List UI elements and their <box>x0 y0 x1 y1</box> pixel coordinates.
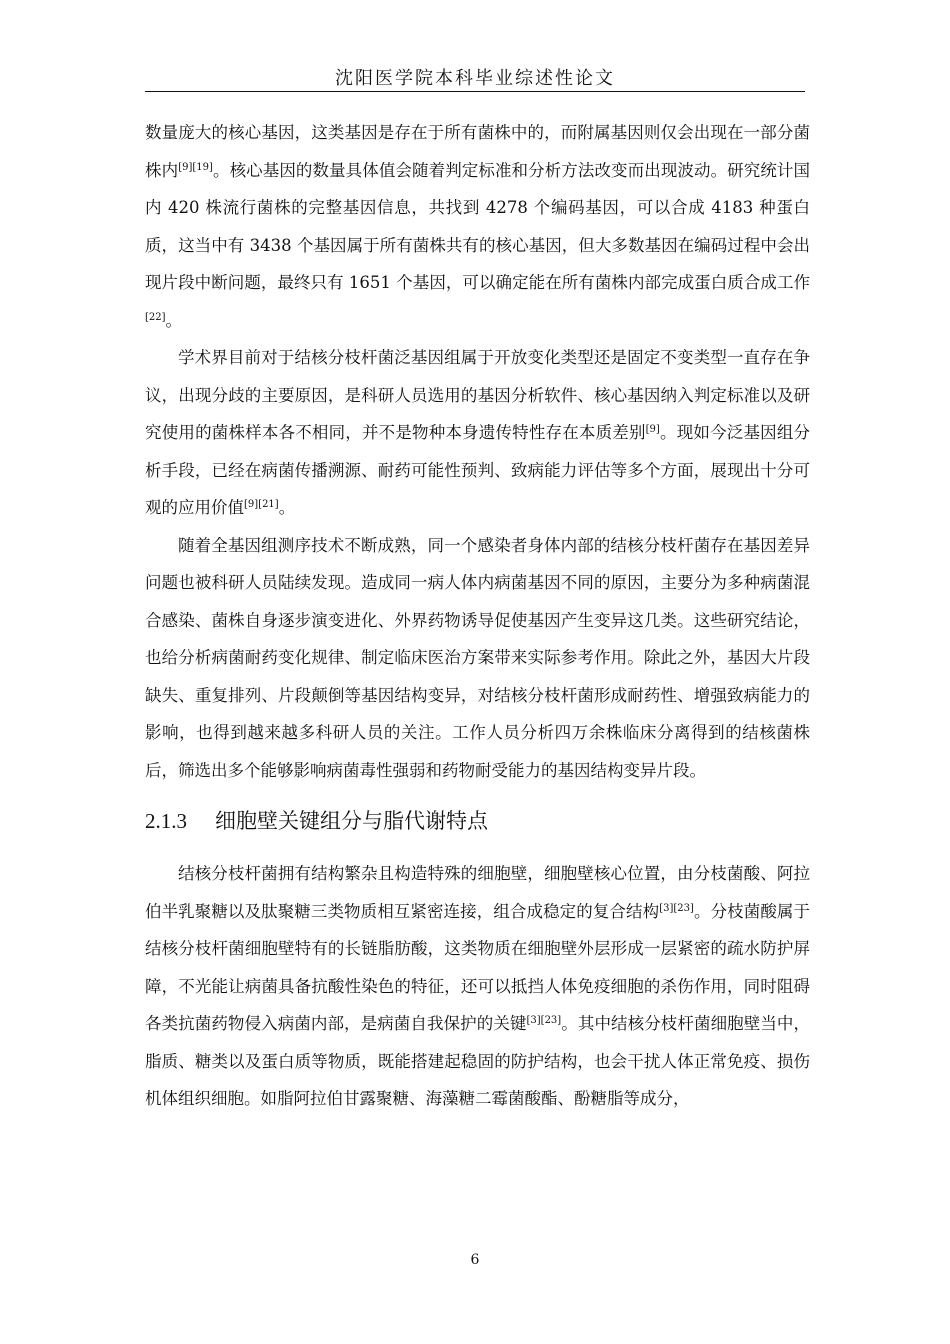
paragraph <box>145 339 810 527</box>
text-run: 。核心基因的数量具体值会随着判定标准和分析方法改变而出现波动。研究统计国内 420 株流行菌株的完整基因信息，共找到 4278 个编码基因，可以合成 4183 种蛋白质，这当中有 3438 个基因属于所有菌株共有的核心基因，但大多数基因在编码过程中会出现片段中断问题，最终只有 1651 个基因，可以确定能在所有菌株内部完成蛋白质合成工作 <box>145 160 811 292</box>
section-number: 2.1.3 <box>145 809 187 833</box>
citation: [3][23] <box>659 902 694 914</box>
paragraph <box>145 114 810 339</box>
text-run: 随着全基因组测序技术不断成熟，同一个感染者身体内部的结核分枝杆菌存在基因差异问题也被科研人员陆续发现。造成同一病人体内病菌基因不同的原因，主要分为多种病菌混合感染、菌株自身逐步演变进化、外界药物诱导促使基因产生变异这几类。这些研究结论，也给分析病菌耐药变化规律、制定临床医治方案带来实际参考作用。除此之外，基因大片段缺失、重复排列、片段颠倒等基因结构变异，对结核分枝杆菌形成耐药性、增强致病能力的影响，也得到越来越多科研人员的关注。工作人员分析四万余株临床分离得到的结核菌株后，筛选出多个能够影响病菌毒性强弱和药物耐受能力的基因结构变异片段。 <box>145 535 810 780</box>
section-title: 细胞壁关键组分与脂代谢特点 <box>215 809 488 833</box>
citation: [9][19] <box>178 161 213 173</box>
page-number: 6 <box>470 1252 480 1268</box>
citation: [3][23] <box>526 1015 562 1026</box>
text-run: 数量庞大的核心基因，这类基因是存在于所有菌株中的，而附属基因则仅会出现在一部分菌株内 <box>145 123 810 180</box>
citation: [9] <box>645 424 660 435</box>
section-heading <box>145 801 810 841</box>
paragraph <box>145 527 810 790</box>
citation: [22] <box>145 311 166 323</box>
text-run: 。 <box>278 498 296 517</box>
header-rule <box>145 91 805 92</box>
text-run: 。现如今泛基因组分析手段，已经在病菌传播溯源、耐药可能性预判、致病能力评估等多个方面，展现出十分可观的应用价值 <box>145 423 811 517</box>
text-run: 。分枝菌酸属于结核分枝杆菌细胞壁特有的长链脂肪酸，这类物质在细胞壁外层形成一层紧密的疏水防护屏障，不光能让病菌具备抗酸性染色的特征，还可以抵挡人体免疫细胞的杀伤作用，同时阻碍各类抗菌药物侵入病菌内部，是病菌自我保护的关键 <box>145 901 811 1033</box>
text-run: 。其中结核分枝杆菌细胞壁当中，脂质、糖类以及蛋白质等物质，既能搭建起稳固的防护结构，也会干扰人体正常免疫、损伤机体组织细胞。如脂阿拉伯甘露聚糖、海藻糖二霉菌酸酯、酚糖脂等成分， <box>145 1014 811 1108</box>
text-run: 结核分枝杆菌拥有结构繁杂且构造特殊的细胞壁，细胞壁核心位置，由分枝菌酸、阿拉伯半乳聚糖以及肽聚糖三类物质相互紧密连接，组合成稳定的复合结构 <box>145 864 810 921</box>
citation: [9][21] <box>244 499 279 510</box>
section-paragraph-group <box>145 855 810 1118</box>
text-run: 学术界目前对于结核分枝杆菌泛基因组属于开放变化类型还是固定不变类型一直存在争议，出现分歧的主要原因，是科研人员选用的基因分析软件、核心基因纳入判定标准以及研究使用的菌株样本各不相同，并不是物种本身遗传特性存在本质差别 <box>145 348 810 442</box>
running-header: 沈阳医学院本科毕业综述性论文 <box>335 68 615 89</box>
body-text <box>145 114 810 1118</box>
text-run: 。 <box>165 310 183 330</box>
paragraph-group <box>145 114 810 789</box>
paragraph <box>145 855 810 1118</box>
